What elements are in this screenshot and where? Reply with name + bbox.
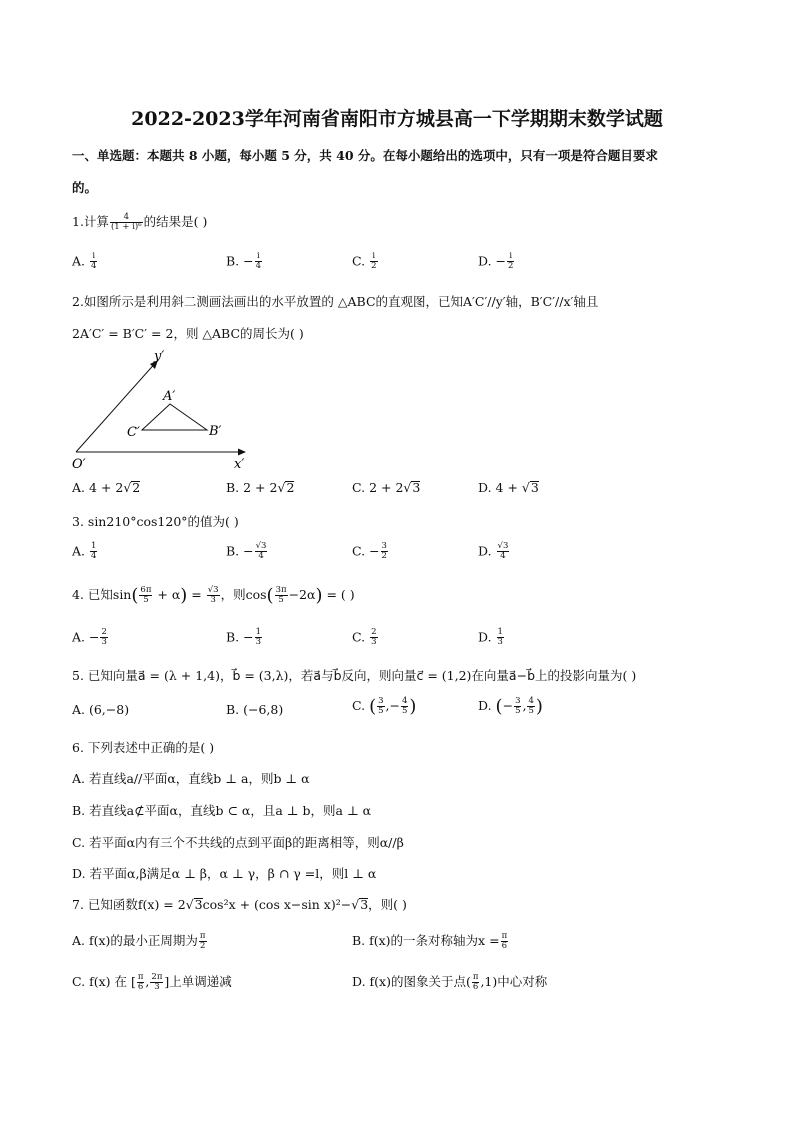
q1-d-label: D. − <box>478 253 506 269</box>
q3-a-den: 4 <box>91 551 97 562</box>
question-7-stem: 7. 已知函数f(x) = 2√3cos²x + (cos x−sin x)²−√3，则( ) <box>72 897 407 912</box>
q4-f3-den: 5 <box>278 595 284 605</box>
q4-text-1: 4. 已知sin <box>72 587 132 602</box>
q7-text-3: ，则( ) <box>368 897 407 912</box>
q4-b-num: 1 <box>255 627 262 637</box>
q7-option-c[interactable] <box>72 972 232 992</box>
q3-b-num: √3 <box>255 541 267 551</box>
q3-d-num: √3 <box>497 541 509 551</box>
q4-f1-den: 5 <box>143 595 149 605</box>
q7-d-den: 6 <box>472 982 479 992</box>
q5-d-pre: − <box>502 698 514 713</box>
q3-option-b[interactable] <box>226 542 268 562</box>
q7-option-b[interactable] <box>352 931 509 951</box>
q7-c1-den: 6 <box>137 982 144 992</box>
q7-d-post: ,1)中心对称 <box>480 974 548 989</box>
q5-d2-den: 5 <box>528 706 534 716</box>
q7-c-post: ]上单调递减 <box>164 974 232 989</box>
q4-d-label: D. <box>478 629 492 645</box>
q3-c-num: 3 <box>381 541 387 551</box>
q7-d-text: D. f(x)的图象关于点( <box>352 974 471 989</box>
q2-b-radicand: 2 <box>286 480 295 495</box>
q3-c-den: 2 <box>381 551 387 562</box>
question-4-stem: 4. 已知sin( $\frac{6\pi}{5}$ + α) = $\frac{√3}{3}$ ，则cos( $\frac{3\pi}{5}$ −2α) = ( ) <box>72 584 355 606</box>
y-axis-line <box>76 360 158 452</box>
q1-c-num: i <box>370 252 377 262</box>
q1-numerator: 4 <box>110 213 143 223</box>
q4-c-den: 3 <box>371 637 377 648</box>
q2-figure <box>66 344 266 474</box>
q2-c-radicand: 3 <box>412 480 421 495</box>
q1-option-c[interactable] <box>352 252 379 272</box>
q7-b-den: 6 <box>501 941 508 951</box>
q4-text-3: = <box>191 587 202 602</box>
question-2-stem-line2: 2A′C′ = B′C′ = 2，则 △ABC的周长为( ) <box>72 326 304 341</box>
q3-b-label: B. − <box>226 543 254 559</box>
q7-option-a[interactable] <box>72 931 208 951</box>
q7-text-1: 7. 已知函数f(x) = 2 <box>72 897 186 912</box>
q3-a-label: A. <box>72 543 86 559</box>
q4-option-b[interactable] <box>226 628 263 648</box>
q4-text-5: −2α <box>288 587 316 602</box>
q7-c2-den: 3 <box>154 982 160 992</box>
question-6-stem: 6. 下列表述中正确的是( ) <box>72 740 215 755</box>
q4-d-den: 3 <box>497 637 503 648</box>
label-c: C′ <box>127 425 140 440</box>
q1-fraction <box>110 213 143 233</box>
q1-option-d[interactable] <box>478 252 515 272</box>
q2-c-text: C. 2 + 2 <box>352 480 404 495</box>
q1-option-b[interactable] <box>226 252 263 272</box>
section-heading: 一、单选题：本题共 8 小题，每小题 5 分，共 40 分。在每小题给出的选项中，只有一项是符合题目要求 <box>72 148 658 163</box>
q3-option-d[interactable] <box>478 542 510 562</box>
q7-option-d[interactable] <box>352 972 547 992</box>
label-y: y′ <box>154 349 165 364</box>
label-x: x′ <box>234 457 245 472</box>
question-5-stem: 5. 已知向量a⃗ = (λ + 1,4)，b⃗ = (3,λ)，若a⃗与b⃗反向，则向量c⃗ = (1,2)在向量a⃗−b⃗上的投影向量为( ) <box>72 668 637 683</box>
q5-c2-den: 5 <box>401 706 408 716</box>
q7-a-text: A. f(x)的最小正周期为 <box>72 933 198 948</box>
q4-text-4: ，则cos <box>220 587 267 602</box>
q2-option-b[interactable]: B. 2 + 2√2 <box>226 480 295 495</box>
q6-option-c[interactable]: C. 若平面α内有三个不共线的点到平面β的距离相等，则α//β <box>72 835 404 850</box>
q2-d-text: D. 4 + <box>478 480 522 495</box>
q7-b-text: B. f(x)的一条对称轴为x = <box>352 933 500 948</box>
q4-option-d[interactable] <box>478 628 505 648</box>
q3-option-c[interactable] <box>352 542 389 562</box>
q4-a-label: A. − <box>72 629 100 645</box>
q1-b-num: i <box>255 252 262 262</box>
q4-text-2: + α <box>157 587 181 602</box>
q5-option-d[interactable]: D. (− $\frac{3}{5}$ , $\frac{4}{5}$ ) <box>478 695 543 717</box>
q4-a-num: 2 <box>101 627 107 637</box>
q7-a-num: π <box>199 930 206 941</box>
q5-c-sep: ,− <box>385 698 400 713</box>
q2-b-text: B. 2 + 2 <box>226 480 278 495</box>
q7-c2-num: 2π <box>151 971 163 982</box>
q5-c1-den: 5 <box>378 706 384 716</box>
q1-c-label: C. <box>352 253 366 269</box>
q7-b-num: π <box>501 930 508 941</box>
q3-option-a[interactable] <box>72 542 98 562</box>
q1-b-label: B. − <box>226 253 254 269</box>
q1-a-label: A. <box>72 253 86 269</box>
q2-d-radicand: 3 <box>530 480 539 495</box>
q2-option-a[interactable]: A. 4 + 2√2 <box>72 480 141 495</box>
label-b: B′ <box>209 424 222 439</box>
q1-b-den: 4 <box>255 261 262 272</box>
q5-c2-num: 4 <box>401 695 408 706</box>
q5-option-c[interactable]: C. ( $\frac{3}{5}$ ,− $\frac{4}{5}$ ) <box>352 695 417 717</box>
question-1-stem <box>72 212 207 232</box>
q4-a-den: 3 <box>101 637 107 648</box>
q7-a-den: 2 <box>199 941 206 951</box>
q4-c-label: C. <box>352 629 366 645</box>
q5-d1-num: 3 <box>515 695 521 706</box>
label-a: A′ <box>163 389 176 404</box>
q1-prefix: 1.计算 <box>72 214 109 229</box>
q4-f3-num: 3π <box>275 584 287 595</box>
question-3-stem: 3. sin210°cos120°的值为( ) <box>72 514 239 529</box>
q2-a-text: A. 4 + 2 <box>72 480 124 495</box>
q2-option-d[interactable]: D. 4 + √3 <box>478 480 539 495</box>
q3-a-num: 1 <box>91 541 97 551</box>
q1-a-num: i <box>90 252 97 262</box>
q5-option-a[interactable]: A. (6,−8) <box>72 702 130 717</box>
q5-d2-num: 4 <box>528 695 534 706</box>
q2-option-c[interactable]: C. 2 + 2√3 <box>352 480 421 495</box>
q5-d1-den: 5 <box>515 706 521 716</box>
q7-c-sep: , <box>145 974 150 989</box>
q3-b-den: 4 <box>258 551 264 562</box>
q3-c-label: C. − <box>352 543 380 559</box>
q1-a-den: 4 <box>91 261 97 272</box>
q4-c-num: 2 <box>371 627 377 637</box>
q4-text-6: = ( ) <box>326 587 355 602</box>
q1-option-a[interactable] <box>72 252 98 272</box>
q5-d-sep: , <box>522 698 527 713</box>
q7-radicand-2: 3 <box>360 897 369 912</box>
q4-f2-num: √3 <box>207 584 219 595</box>
x-axis-arrow <box>238 449 246 456</box>
section-heading-continuation: 的。 <box>72 180 98 195</box>
q7-c-text: C. f(x) 在 [ <box>72 974 136 989</box>
q7-d-num: π <box>472 971 479 982</box>
q1-denominator: (1 + i)⁶ <box>110 222 142 232</box>
q1-d-num: i <box>507 252 514 262</box>
q7-radicand-1: 3 <box>194 897 203 912</box>
q5-c1-num: 3 <box>378 695 384 706</box>
q4-d-num: 1 <box>497 627 503 637</box>
page-title: 2022-2023学年河南省南阳市方城县高一下学期期末数学试题 <box>131 108 663 130</box>
q1-suffix: 的结果是( ) <box>143 214 208 229</box>
q1-d-den: 2 <box>508 261 514 272</box>
label-o: O′ <box>72 457 86 472</box>
q6-option-b[interactable]: B. 若直线a⊄平面α，直线b ⊂ α，且a ⊥ b，则a ⊥ α <box>72 803 372 818</box>
question-2-stem-line1: 2.如图所示是利用斜二测画法画出的水平放置的 △ABC的直观图，已知A′C′//y′轴，B′C′//x′轴且 <box>72 294 599 309</box>
q7-c1-num: π <box>137 971 144 982</box>
q4-option-c[interactable] <box>352 628 379 648</box>
q6-option-d[interactable]: D. 若平面α,β满足α ⊥ β，α ⊥ γ，β ∩ γ =l，则l ⊥ α <box>72 866 377 881</box>
q2-a-radicand: 2 <box>132 480 141 495</box>
q4-option-a[interactable] <box>72 628 109 648</box>
q4-b-den: 3 <box>255 637 262 648</box>
q4-f1-num: 6π <box>140 584 152 595</box>
q5-c-label: C. <box>352 698 366 713</box>
q5-d-label: D. <box>478 698 492 713</box>
q3-d-den: 4 <box>500 551 506 562</box>
q7-text-2: cos²x + (cos x−sin x)²− <box>202 897 352 912</box>
q4-f2-den: 3 <box>210 595 216 605</box>
triangle-abc <box>142 404 207 430</box>
q5-option-b[interactable]: B. (−6,8) <box>226 702 284 717</box>
q6-option-a[interactable]: A. 若直线a//平面α，直线b ⊥ a，则b ⊥ α <box>72 771 310 786</box>
q3-d-label: D. <box>478 543 492 559</box>
q4-b-label: B. − <box>226 629 254 645</box>
q1-c-den: 2 <box>371 261 377 272</box>
